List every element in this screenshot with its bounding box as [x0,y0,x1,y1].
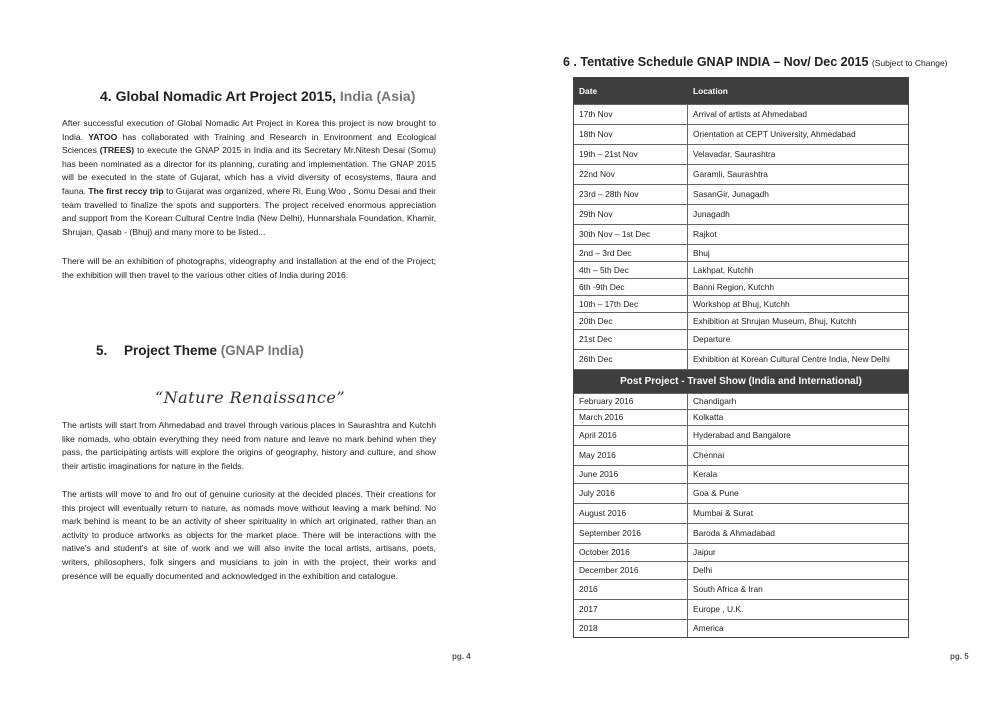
location-cell: Lakhpat, Kutchh [693,264,754,275]
table-row [574,312,908,329]
section-6-title-note: (Subject to Change) [871,58,948,68]
date-cell: July 2016 [574,484,688,503]
text-run: has collaborated with Training and Research in Environment and Ecological Sciences [62,131,436,156]
location-cell: Baroda & Ahmadabad [693,528,775,538]
location-cell: Delhi [693,565,713,575]
table-row [574,483,908,503]
date-cell: 6th -9th Dec [574,279,688,295]
date-cell: 17th Nov [574,105,688,124]
date-cell: March 2016 [574,410,688,425]
table-header-row [574,78,908,104]
section-4-title [100,88,415,104]
date-cell: 2017 [574,600,688,619]
location-cell: Goa & Pune [693,488,739,498]
date-cell: 10th – 17th Dec [574,296,688,312]
section-4-title-text: 4. Global Nomadic Art Project 2015, [100,88,340,104]
header-location: Location [693,85,728,96]
date-cell: April 2016 [574,426,688,445]
table-row [574,445,908,465]
date-cell: 21st Dec [574,330,688,349]
page-number-right: pg. 5 [950,652,969,661]
table-row [574,124,908,144]
location-cell: Chandigarh [693,396,737,406]
location-cell: Kerala [693,469,718,479]
table-row [574,561,908,579]
paragraph-intro [62,117,436,239]
travel-show-band [574,369,908,393]
paragraph-artists-start: The artists will start from Ahmedabad and travel through various places in Saurashtra and Kutchh like nomads, who obtain everything they need from nature and leave no mark behind when they pass, the participating artists will explore the origins of geography, history and culture, and show their artistic imaginations for nature in the fields. [62,420,436,471]
date-cell: December 2016 [574,562,688,579]
date-cell: 29th Nov [574,205,688,224]
date-cell: 2nd – 3rd Dec [574,245,688,261]
table-row [574,543,908,561]
location-cell: Mumbai & Surat [693,508,754,518]
location-cell: Exhibition at Shrujan Museum, Bhuj, Kutchh [693,315,857,326]
location-cell: South Africa & Iran [693,584,763,594]
date-cell: 23rd – 28th Nov [574,185,688,204]
section-5-number: 5. [96,343,108,358]
table-row [574,579,908,599]
location-cell: Garamli, Saurashtra [693,169,768,179]
table-row [574,425,908,445]
table-row [574,224,908,244]
date-cell: 18th Nov [574,125,688,144]
travel-show-band-label: Post Project - Travel Show (India and International) [620,376,862,387]
date-cell: May 2016 [574,446,688,465]
section-5-title-highlight: (GNAP India) [220,343,304,358]
table-row [574,278,908,295]
table-row [574,393,908,409]
table-row [574,619,908,637]
location-cell: Workshop at Bhuj, Kutchh [693,298,790,309]
table-row [574,349,908,369]
location-cell: America [693,623,724,633]
table-row [574,204,908,224]
location-cell: Chennai [693,450,725,460]
date-cell: 2016 [574,580,688,599]
table-row [574,465,908,483]
location-cell: Departure [693,334,731,344]
table-row [574,295,908,312]
page-number-left: pg. 4 [452,652,471,661]
date-cell: 2018 [574,620,688,637]
location-cell: Rajkot [693,229,717,239]
date-cell: August 2016 [574,504,688,523]
table-row [574,523,908,543]
date-cell: 19th – 21st Nov [574,145,688,164]
date-cell: September 2016 [574,524,688,543]
section-6-title [563,55,948,69]
date-cell: 26th Dec [574,350,688,369]
table-row [574,409,908,425]
date-cell: February 2016 [574,394,688,409]
section-6-title-text: 6 . Tentative Schedule GNAP INDIA – Nov/ Dec 2015 [563,55,872,69]
date-cell: 20th Dec [574,313,688,329]
location-cell: Bhuj [693,247,710,258]
paragraph-exhibition: There will be an exhibition of photographs, videography and installation at the end of the Project; the exhibition will then travel to the various other cities of India during 2016. [62,256,436,280]
text-run: to execute the GNAP 2015 in India and its Secretary Mr.Nitesh Desai (Somu) has been nominated as a director for its planning, curating and implementation. The GNAP 2015 will be executed in the state of Gujarat, which has a vivid diversity of ecosystems, flaura and fauna. [62,145,436,196]
location-cell: Junagadh [693,209,730,219]
location-cell: Orientation at CEPT University, Ahmedabad [693,129,856,139]
date-cell: October 2016 [574,544,688,561]
page-right [500,0,1000,706]
header-date: Date [574,78,688,104]
schedule-table [573,77,909,638]
table-row [574,503,908,523]
location-cell: Europe , U.K. [693,604,744,614]
location-cell: SasanGir, Junagadh [693,189,769,199]
date-cell: June 2016 [574,466,688,483]
paragraph-artists-move: The artists will move to and fro out of genuine curiosity at the decided places. Their creations for this project will eventually return to nature, as nomads move without leaving a mark behind. No mark behind is meant to be an activity of sheer spirituality in which art originated, rather than an activity to produce artworks as objects for the market place. There will be interactions with the native's and student's at site of work and we will also invite the local artists, artisans, poets, writers, philosophers, folk singers and musicians to join in with the project, their works and presence will be equally documented and acknowledged in the exhibition and catalogue. [62,489,436,581]
section-5-title-text: Project Theme [124,343,221,358]
location-cell: Banni Region, Kutchh [693,281,775,292]
location-cell: Hyderabad and Bangalore [693,430,791,440]
section-4-title-highlight: India (Asia) [339,88,416,104]
bold-yatoo: YATOO [88,131,118,142]
location-cell: Exhibition at Korean Cultural Centre India, New Delhi [693,354,890,364]
date-cell: 22nd Nov [574,165,688,184]
section-5-title [96,343,304,358]
table-row [574,184,908,204]
date-cell: 30th Nov – 1st Dec [574,225,688,244]
location-cell: Velavadar, Saurashtra [693,149,776,159]
table-row [574,164,908,184]
bold-trees: (TREES) [99,145,135,156]
location-cell: Kolkatta [693,412,724,422]
table-row [574,104,908,124]
bold-reccy-trip: The first reccy trip [88,185,164,196]
table-row [574,329,908,349]
text-run: to Gujarat was organized, where Ri, Eung Woo , Somu Desai and their team travelled to finalize the spots and supporters. The project received enormous appreciation and support from the Korean Cultural Centre India (New Delhi), Hunnarshala Foundation, Khamir, Shrujan, Qasab - (Bhuj) and many more to be listed... [62,185,436,237]
location-cell: Jaipur [693,547,716,557]
date-cell: 4th – 5th Dec [574,262,688,278]
table-row [574,144,908,164]
text-run: After successful execution of Global Nomadic Art Project in Korea this project is now brought to India. [62,118,436,142]
theme-quote: “Nature Renaissance” [154,388,345,407]
table-row [574,599,908,619]
table-row [574,244,908,261]
table-row [574,261,908,278]
location-cell: Arrival of artists at Ahmedabad [693,109,808,119]
